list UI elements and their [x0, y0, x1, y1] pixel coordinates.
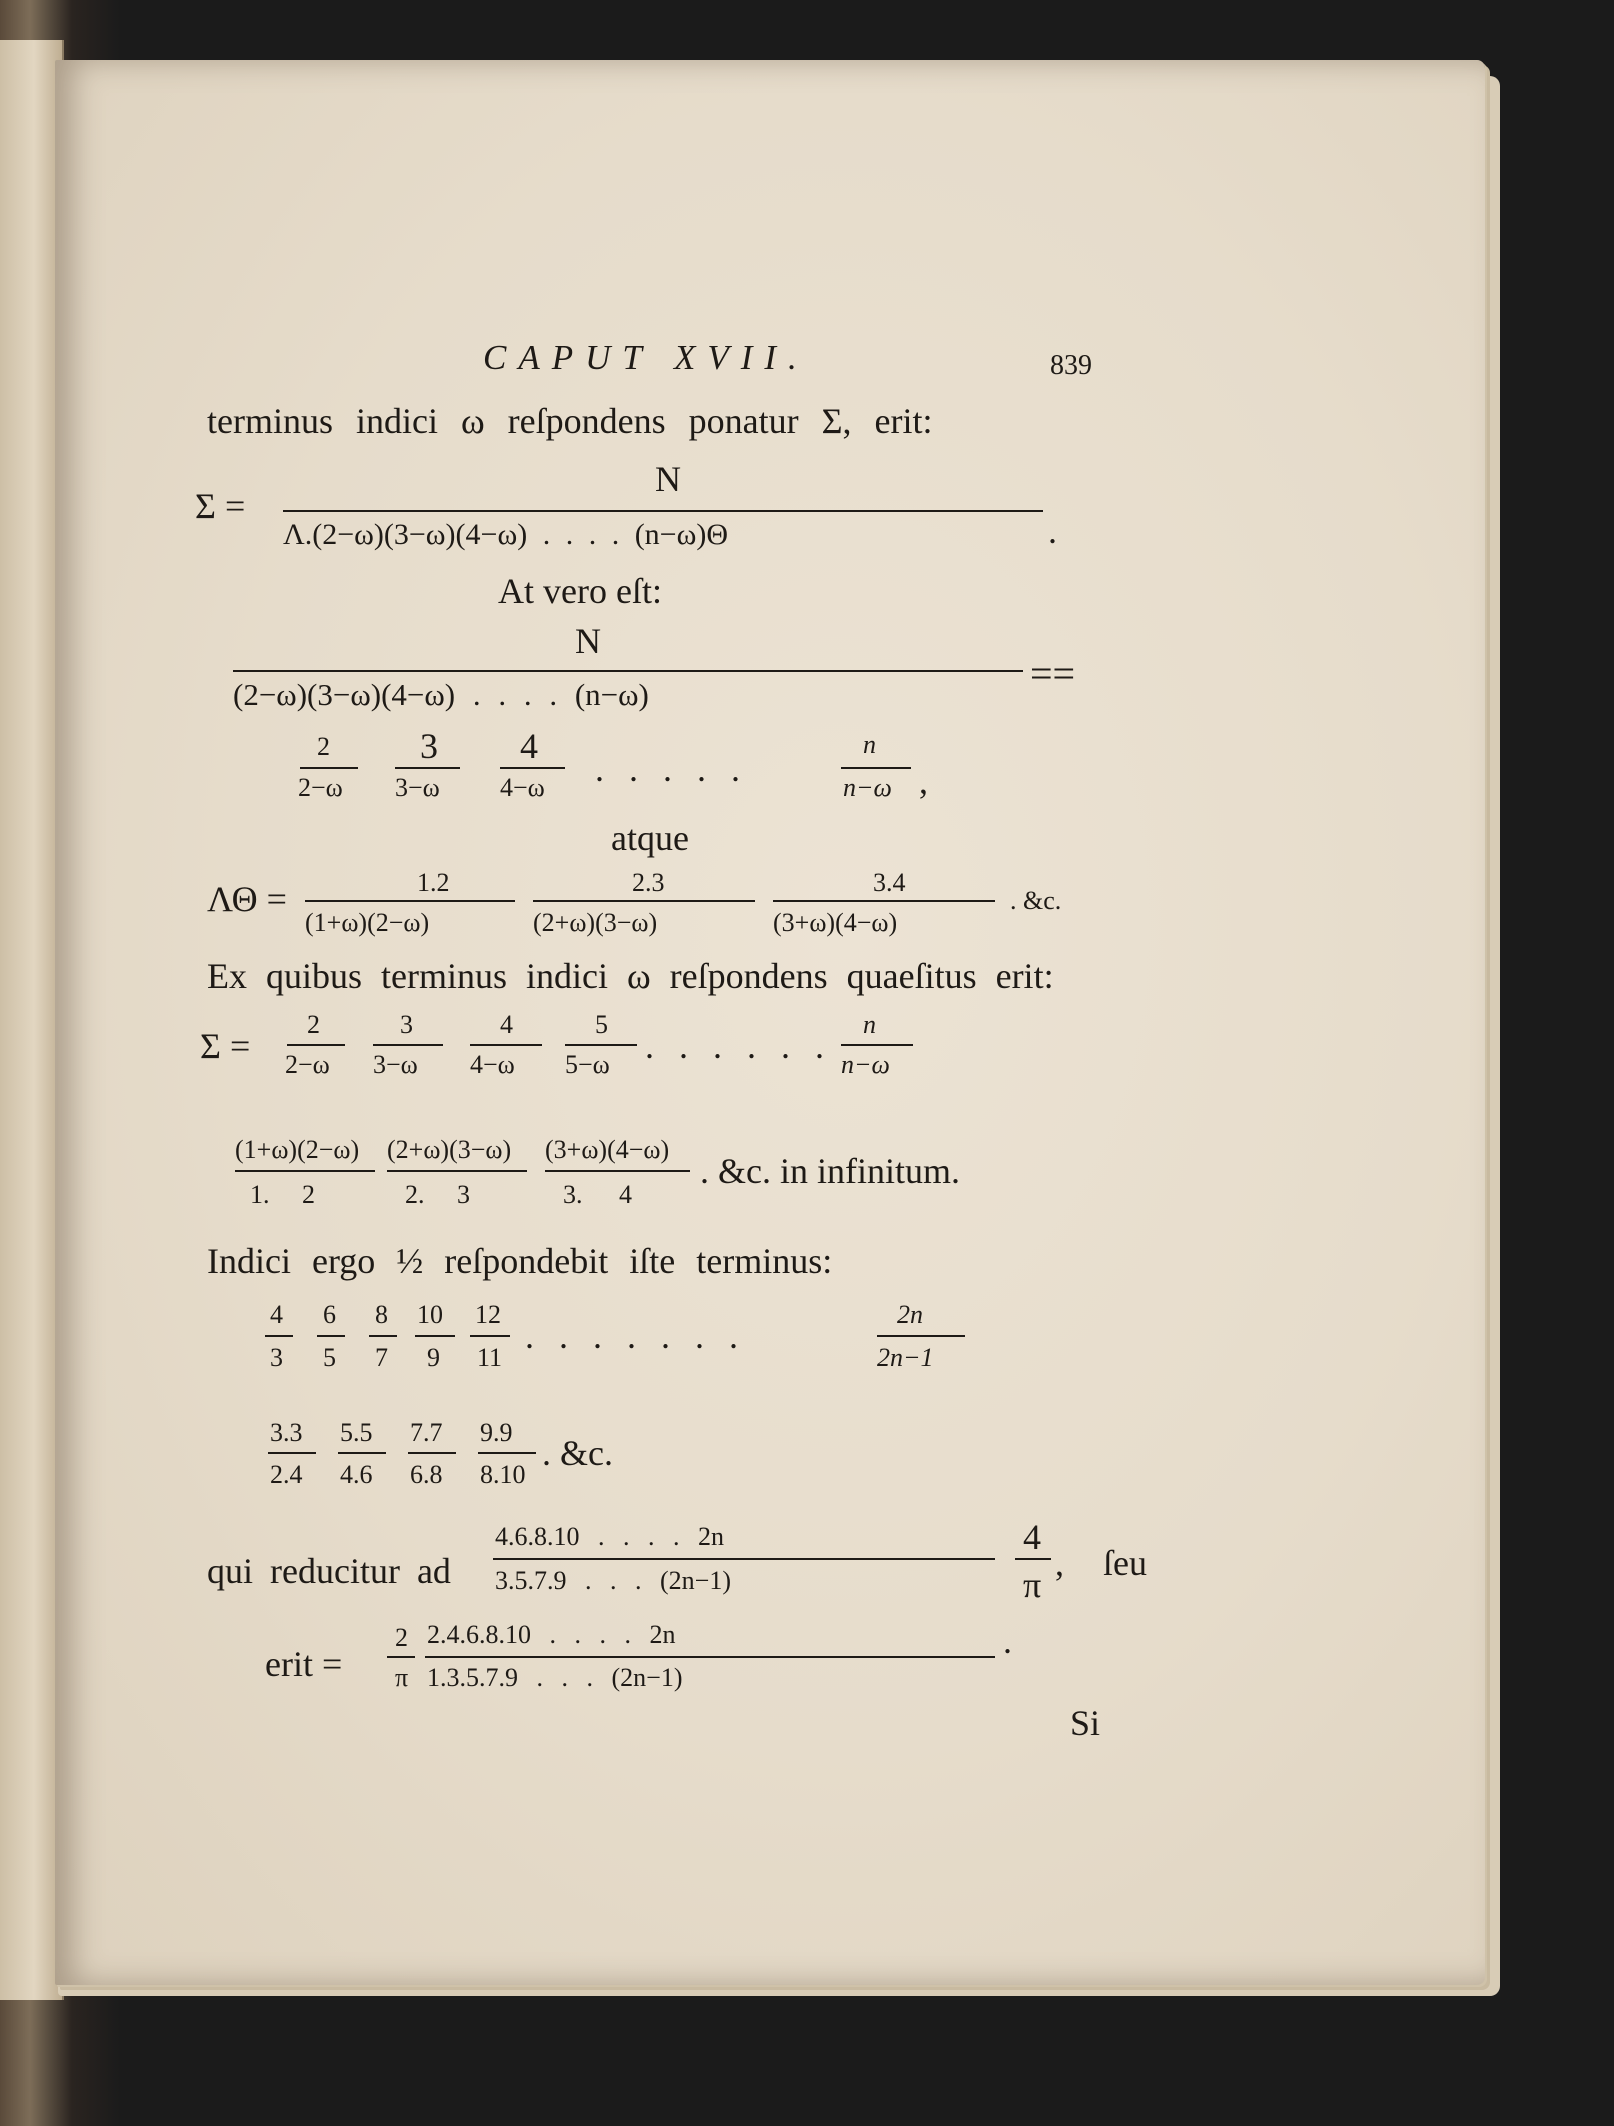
- eq7-den-2: 5: [323, 1343, 336, 1372]
- eq9-num2: 4: [1023, 1517, 1041, 1557]
- eq3-num-n: n: [863, 730, 876, 759]
- text-line-5: Indici ergo ½ reſpondebit iſte terminus:: [207, 1241, 833, 1281]
- eq3-bar-1: [300, 767, 358, 769]
- eq6-bar-3: [545, 1170, 690, 1172]
- eq5-num-2: 3: [400, 1010, 413, 1039]
- eq2-equals: ==: [1030, 651, 1076, 696]
- text-line-3: atque: [611, 818, 689, 858]
- eq8-den-3: 6.8: [410, 1460, 443, 1489]
- eq6-num-1: (1+ω)(2−ω): [235, 1135, 360, 1164]
- eq6-den-3: 3. 4: [563, 1180, 632, 1209]
- eq10-num: 2: [395, 1623, 408, 1652]
- eq7-num-2: 6: [323, 1300, 336, 1329]
- eq6-bar-2: [387, 1170, 527, 1172]
- eq8-bar-4: [478, 1452, 536, 1454]
- eq4-bar-1: [305, 900, 515, 902]
- eq8-bar-2: [338, 1452, 386, 1454]
- eq4-den-3: (3+ω)(4−ω): [773, 908, 898, 937]
- eq3-num-1: 2: [317, 732, 330, 761]
- eq10-end: .: [1003, 1621, 1012, 1661]
- eq5-den-4: 5−ω: [565, 1050, 610, 1079]
- text-line-2: At vero eſt:: [498, 571, 662, 611]
- eq7-bar-2: [317, 1335, 345, 1337]
- eq3-den-1: 2−ω: [298, 773, 343, 802]
- eq3-den-n: n−ω: [843, 773, 892, 802]
- eq5-bar-3: [470, 1044, 542, 1046]
- eq8-den-2: 4.6: [340, 1460, 373, 1489]
- eq5-num-n: n: [863, 1010, 876, 1039]
- running-title: CAPUT XVII.: [483, 338, 809, 377]
- eq7-num-4: 10: [417, 1300, 443, 1329]
- eq3-num-2: 3: [420, 726, 438, 766]
- eq3-den-2: 3−ω: [395, 773, 440, 802]
- eq10-num2: 2.4.6.8.10 . . . . 2n: [427, 1620, 676, 1649]
- eq4-lhs: ΛΘ =: [207, 879, 287, 919]
- eq5-num-3: 4: [500, 1010, 513, 1039]
- eq8-bar-1: [268, 1452, 316, 1454]
- text-line-6: qui reducitur ad: [207, 1551, 451, 1591]
- eq4-end: . &c.: [1010, 886, 1062, 915]
- eq7-bar-3: [369, 1335, 397, 1337]
- eq5-den-n: n−ω: [841, 1050, 890, 1079]
- eq10-den2: 1.3.5.7.9 . . . (2n−1): [427, 1663, 683, 1692]
- eq10-bar2: [425, 1656, 995, 1658]
- eq3-bar-2: [395, 767, 460, 769]
- eq6-den-2: 2. 3: [405, 1180, 470, 1209]
- eq4-den-2: (2+ω)(3−ω): [533, 908, 658, 937]
- eq1-end: .: [1048, 511, 1057, 551]
- eq7-bar-6: [877, 1335, 965, 1337]
- page-number: 839: [1050, 350, 1092, 381]
- text-line-1: terminus indici ω reſpondens ponatur Σ, erit:: [207, 401, 933, 441]
- eq3-bar-3: [500, 767, 565, 769]
- eq7-bar-5: [470, 1335, 510, 1337]
- eq7-num-6: 2n: [897, 1300, 923, 1329]
- eq7-den-4: 9: [427, 1343, 440, 1372]
- eq4-den-1: (1+ω)(2−ω): [305, 908, 430, 937]
- eq5-bar-4: [565, 1044, 637, 1046]
- eq5-lhs: Σ =: [200, 1026, 251, 1066]
- eq8-num-3: 7.7: [410, 1418, 443, 1447]
- eq10-den: π: [395, 1663, 409, 1692]
- eq7-den-3: 7: [375, 1343, 388, 1372]
- eq4-num-3: 3.4: [873, 868, 906, 897]
- eq5-bar-1: [287, 1044, 345, 1046]
- eq2-denominator: (2−ω)(3−ω)(4−ω) . . . . (n−ω): [233, 677, 649, 712]
- eq5-dots: . . . . . .: [645, 1026, 824, 1066]
- eq6-end: . &c. in infinitum.: [700, 1151, 960, 1191]
- eq6-num-2: (2+ω)(3−ω): [387, 1135, 512, 1164]
- eq7-bar-4: [415, 1335, 455, 1337]
- eq7-den-1: 3: [270, 1343, 283, 1372]
- eq3-num-3: 4: [520, 726, 538, 766]
- eq5-num-4: 5: [595, 1010, 608, 1039]
- eq7-num-5: 12: [475, 1300, 501, 1329]
- eq3-bar-n: [841, 767, 911, 769]
- eq9-den2: π: [1023, 1565, 1042, 1605]
- text-line-4: Ex quibus terminus indici ω reſpondens quaeſitus erit:: [207, 956, 1054, 996]
- eq3-dots: . . . . .: [595, 749, 740, 789]
- eq7-num-3: 8: [375, 1300, 388, 1329]
- eq6-num-3: (3+ω)(4−ω): [545, 1135, 670, 1164]
- eq10-bar: [387, 1656, 415, 1658]
- eq3-end: ,: [919, 761, 928, 801]
- eq5-den-2: 3−ω: [373, 1050, 418, 1079]
- eq9-end: , ſeu: [1055, 1543, 1147, 1583]
- eq8-num-1: 3.3: [270, 1418, 303, 1447]
- eq8-bar-3: [408, 1452, 456, 1454]
- catchword: Si: [1070, 1703, 1101, 1743]
- eq7-num-1: 4: [270, 1300, 283, 1329]
- eq5-den-1: 2−ω: [285, 1050, 330, 1079]
- eq1-numerator: N: [655, 459, 681, 499]
- eq7-den-5: 11: [477, 1343, 503, 1372]
- eq3-den-3: 4−ω: [500, 773, 545, 802]
- eq7-dots: . . . . . . .: [525, 1316, 738, 1356]
- eq8-num-2: 5.5: [340, 1418, 373, 1447]
- book-page: [55, 60, 1485, 1985]
- eq9-bar2: [1015, 1558, 1051, 1560]
- eq5-bar-n: [841, 1044, 913, 1046]
- eq5-bar-2: [373, 1044, 443, 1046]
- eq1-lhs: Σ =: [195, 486, 246, 526]
- eq9-denominator: 3.5.7.9 . . . (2n−1): [495, 1566, 731, 1595]
- eq4-num-1: 1.2: [417, 868, 450, 897]
- eq6-bar-1: [235, 1170, 375, 1172]
- eq8-num-4: 9.9: [480, 1418, 513, 1447]
- eq1-fraction-bar: [283, 510, 1043, 512]
- eq1-denominator: Λ.(2−ω)(3−ω)(4−ω) . . . . (n−ω)Θ: [283, 518, 728, 551]
- eq6-den-1: 1. 2: [250, 1180, 315, 1209]
- eq7-den-6: 2n−1: [877, 1343, 934, 1372]
- eq8-end: . &c.: [542, 1433, 613, 1473]
- eq9-numerator: 4.6.8.10 . . . . 2n: [495, 1522, 724, 1551]
- eq4-num-2: 2.3: [632, 868, 665, 897]
- text-line-7: erit =: [265, 1644, 343, 1684]
- eq7-bar-1: [265, 1335, 293, 1337]
- eq4-bar-3: [773, 900, 995, 902]
- eq4-bar-2: [533, 900, 755, 902]
- eq8-den-4: 8.10: [480, 1460, 526, 1489]
- eq5-num-1: 2: [307, 1010, 320, 1039]
- eq5-den-3: 4−ω: [470, 1050, 515, 1079]
- eq2-fraction-bar: [233, 670, 1023, 672]
- eq2-numerator: N: [575, 621, 601, 661]
- eq9-fraction-bar: [493, 1558, 995, 1560]
- eq8-den-1: 2.4: [270, 1460, 303, 1489]
